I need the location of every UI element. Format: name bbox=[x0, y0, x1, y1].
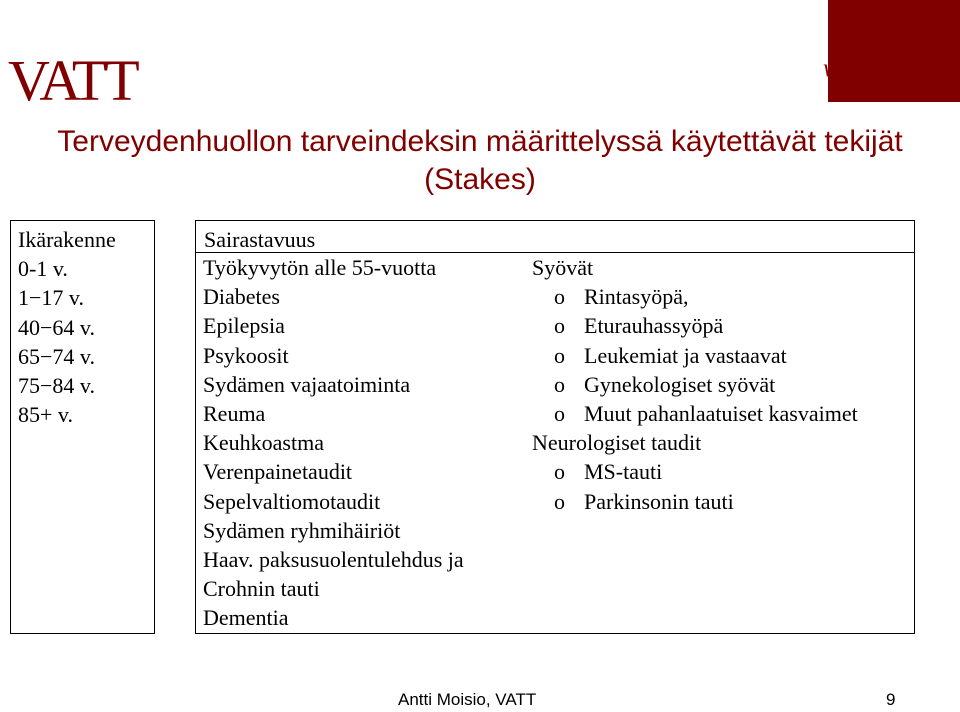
bullet-marker: o bbox=[554, 401, 565, 427]
list-item-label: Muut pahanlaatuiset kasvaimet bbox=[584, 401, 858, 427]
bullet-marker: o bbox=[554, 284, 565, 310]
morbidity-item: Haav. paksusuolentulehdus ja bbox=[203, 547, 464, 573]
group-heading-neurological: Neurologiset taudit bbox=[532, 430, 702, 456]
list-item bbox=[532, 311, 858, 340]
list-item bbox=[532, 370, 858, 399]
list-item-label: Eturauhassyöpä bbox=[584, 313, 724, 339]
list-item-label: Parkinsonin tauti bbox=[584, 488, 734, 514]
list-item-label: Leukemiat ja vastaavat bbox=[584, 342, 787, 368]
bullet-marker: o bbox=[554, 488, 565, 514]
morbidity-item: Dementia bbox=[203, 605, 289, 631]
morbidity-item: Crohnin tauti bbox=[203, 576, 320, 602]
morbidity-item: Sepelvaltiomotaudit bbox=[203, 488, 381, 514]
list-item-label: Rintasyöpä, bbox=[584, 284, 689, 310]
morbidity-list bbox=[203, 253, 464, 633]
site-url: www.vatt.fi bbox=[822, 55, 935, 82]
age-item: 0-1 v. bbox=[18, 256, 68, 282]
title-line-1: Terveydenhuollon tarveindeksin määrittelyssä käytettävät tekijät bbox=[57, 125, 903, 158]
morbidity-item: Epilepsia bbox=[203, 313, 285, 339]
age-item: 85+ v. bbox=[18, 402, 73, 428]
morbidity-heading: Sairastavuus bbox=[195, 220, 915, 253]
age-item: 65−74 v. bbox=[18, 343, 95, 369]
list-item-label: Gynekologiset syövät bbox=[584, 371, 776, 397]
age-item: 1−17 v. bbox=[18, 285, 84, 311]
list-item-label: MS-tauti bbox=[584, 459, 663, 485]
bullet-marker: o bbox=[554, 459, 565, 485]
footer-author: Antti Moisio, VATT bbox=[398, 690, 537, 709]
title-line-2: (Stakes) bbox=[424, 163, 536, 196]
age-structure-heading: Ikärakenne bbox=[18, 227, 116, 252]
bullet-marker: o bbox=[554, 342, 565, 368]
slide-title bbox=[0, 123, 960, 199]
morbidity-item: Diabetes bbox=[203, 284, 280, 310]
age-item: 40−64 v. bbox=[18, 314, 95, 340]
morbidity-item: Keuhkoastma bbox=[203, 430, 324, 456]
morbidity-item: Työkyvytön alle 55-vuotta bbox=[203, 255, 437, 280]
brand-corner-block bbox=[828, 0, 960, 102]
page-number: 9 bbox=[886, 690, 896, 709]
bullet-marker: o bbox=[554, 313, 565, 339]
list-item bbox=[532, 341, 858, 370]
age-structure-box bbox=[10, 220, 155, 634]
list-item bbox=[532, 457, 858, 486]
list-item bbox=[532, 282, 858, 311]
disease-groups bbox=[532, 253, 858, 516]
list-item bbox=[532, 399, 858, 428]
age-item: 75−84 v. bbox=[18, 373, 95, 399]
morbidity-item: Sydämen ryhmihäiriöt bbox=[203, 517, 401, 543]
bullet-marker: o bbox=[554, 371, 565, 397]
morbidity-item: Reuma bbox=[203, 401, 266, 427]
list-item bbox=[532, 487, 858, 516]
morbidity-item: Sydämen vajaatoiminta bbox=[203, 371, 411, 397]
vatt-logo: VATT bbox=[8, 48, 137, 113]
morbidity-item: Psykoosit bbox=[203, 342, 289, 368]
morbidity-item: Verenpainetaudit bbox=[203, 459, 353, 485]
group-heading-cancers: Syövät bbox=[532, 255, 594, 280]
